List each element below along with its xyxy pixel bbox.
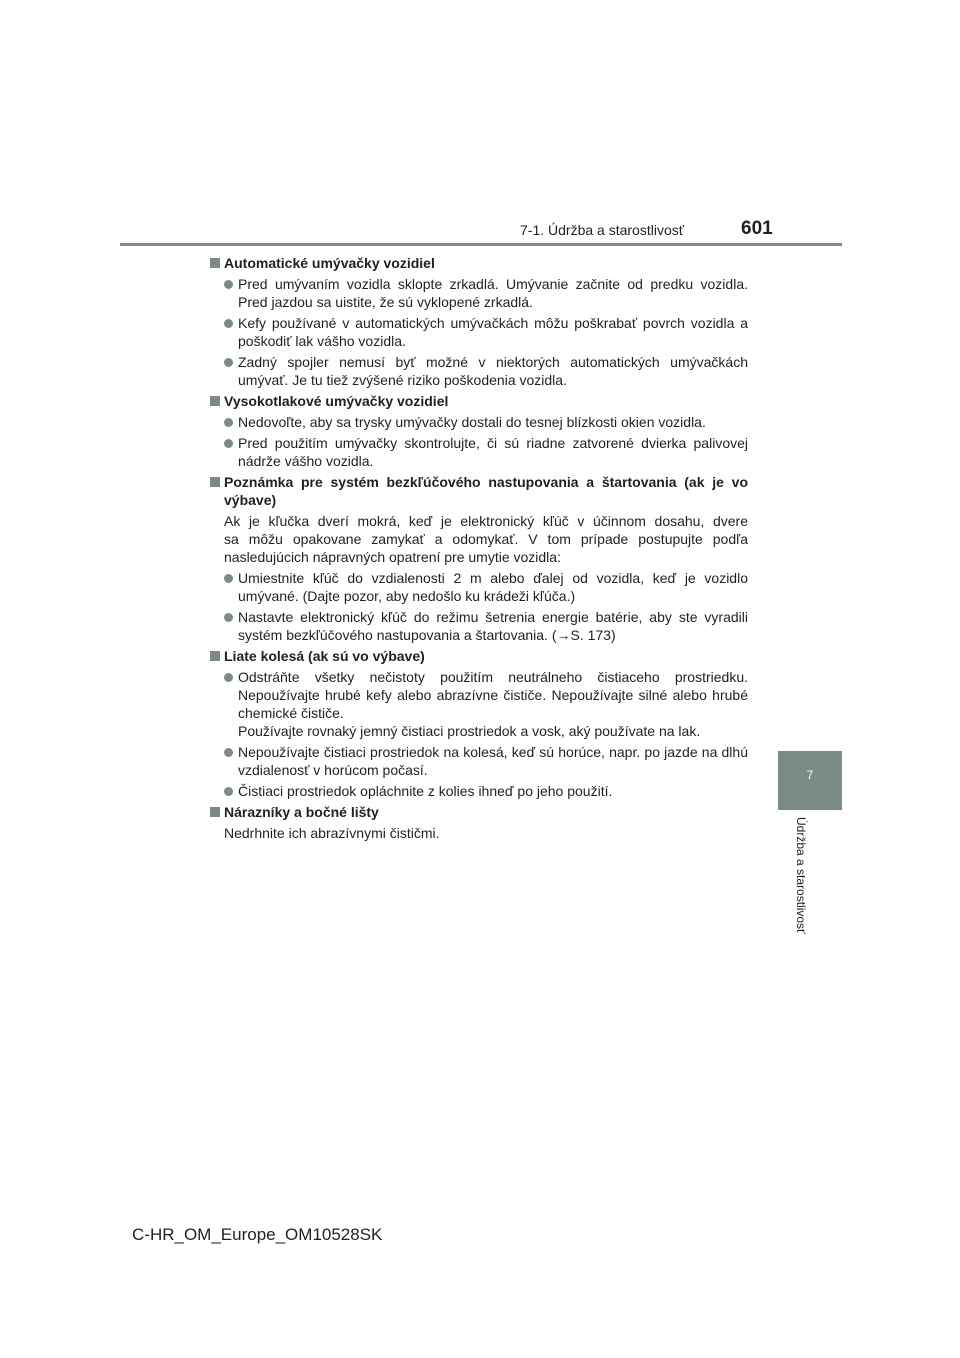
bullet-item: Pred použitím umývačky skontrolujte, či sú riadne zatvorené dvierka palivovej nádrže vášho vozidla.	[208, 434, 748, 470]
chapter-side-label: Údržba a starostlivosť	[794, 817, 808, 934]
circle-bullet-icon	[224, 748, 233, 757]
circle-bullet-icon	[224, 613, 233, 622]
circle-bullet-icon	[224, 319, 233, 328]
header-rule	[120, 243, 842, 246]
bullet-item: Nastavte elektronický kľúč do režimu šetrenia energie batérie, aby ste vyradili systém bezkľúčového nastupovania a štartovania. (→S. 173)	[208, 608, 748, 644]
paragraph-line: sa môžu opakovane zamykať a odomykať. V tom prípade postupujte podľa	[224, 531, 748, 547]
page-number: 601	[741, 218, 773, 239]
chapter-number: 7	[806, 768, 814, 782]
footer-document-code: C-HR_OM_Europe_OM10528SK	[132, 1225, 383, 1244]
circle-bullet-icon	[224, 439, 233, 448]
section-heading: Vysokotlakové umývačky vozidiel	[208, 392, 748, 410]
square-bullet-icon	[210, 258, 220, 268]
section-bumpers	[208, 803, 748, 842]
bullet-item: Zadný spojler nemusí byť možné v niektorých automatických umývačkách umývať. Je tu tiež zvýšené riziko poškodenia vozidla.	[208, 353, 748, 389]
circle-bullet-icon	[224, 574, 233, 583]
bullet-item: Čistiaci prostriedok opláchnite z kolies ihneď po jeho použití.	[208, 782, 748, 800]
header-section-title: 7-1. Údržba a starostlivosť	[520, 222, 684, 238]
bullet-extra-line: Používajte rovnaký jemný čistiaci prostriedok a vosk, aký používate na lak.	[238, 723, 701, 739]
circle-bullet-icon	[224, 418, 233, 427]
square-bullet-icon	[210, 396, 220, 406]
section-heading: Liate kolesá (ak sú vo výbave)	[208, 647, 748, 665]
bullet-item: Odstráňte všetky nečistoty použitím neutrálneho čistiaceho prostriedku. Nepoužívajte hrubé kefy alebo abrazívne čističe. Nepoužívajte silné alebo hrubé chemické čističe. Používajte rovnaký jemný čistiaci prostriedok a vosk, aký používate na lak.	[208, 668, 748, 740]
circle-bullet-icon	[224, 358, 233, 367]
section-alloy-wheels	[208, 647, 748, 800]
section-paragraph	[208, 512, 748, 566]
circle-bullet-icon	[224, 280, 233, 289]
page-content	[208, 254, 748, 845]
circle-bullet-icon	[224, 787, 233, 796]
bullet-item: Kefy používané v automatických umývačkách môžu poškrabať povrch vozidla a poškodiť lak vášho vozidla.	[208, 314, 748, 350]
square-bullet-icon	[210, 807, 220, 817]
section-heading: Poznámka pre systém bezkľúčového nastupovania a štartovania (ak je vo výbave)	[208, 473, 748, 509]
paragraph-line: nasledujúcich nápravných opatrení pre umytie vozidla:	[224, 549, 561, 565]
circle-bullet-icon	[224, 673, 233, 682]
paragraph-line: Ak je kľučka dverí mokrá, keď je elektronický kľúč v účinnom dosahu, dvere	[224, 513, 748, 529]
bullet-item: Nedovoľte, aby sa trysky umývačky dostali do tesnej blízkosti okien vozidla.	[208, 413, 748, 431]
section-high-pressure-washers	[208, 392, 748, 470]
square-bullet-icon	[210, 651, 220, 661]
section-heading: Automatické umývačky vozidiel	[208, 254, 748, 272]
paragraph-line: Nedrhnite ich abrazívnymi čističmi.	[224, 825, 440, 841]
chapter-tab	[778, 751, 842, 810]
bullet-item: Umiestnite kľúč do vzdialenosti 2 m alebo ďalej od vozidla, keď je vozidlo umývané. (Dajte pozor, aby nedošlo ku krádeži kľúča.)	[208, 569, 748, 605]
square-bullet-icon	[210, 477, 220, 487]
section-smart-entry-note	[208, 473, 748, 644]
section-paragraph	[208, 824, 748, 842]
bullet-item: Pred umývaním vozidla sklopte zrkadlá. Umývanie začnite od predku vozidla. Pred jazdou sa uistite, že sú vyklopené zrkadlá.	[208, 275, 748, 311]
section-heading: Nárazníky a bočné lišty	[208, 803, 748, 821]
section-automatic-washers	[208, 254, 748, 389]
bullet-item: Nepoužívajte čistiaci prostriedok na kolesá, keď sú horúce, napr. po jazde na dlhú vzdialenosť v horúcom počasí.	[208, 743, 748, 779]
